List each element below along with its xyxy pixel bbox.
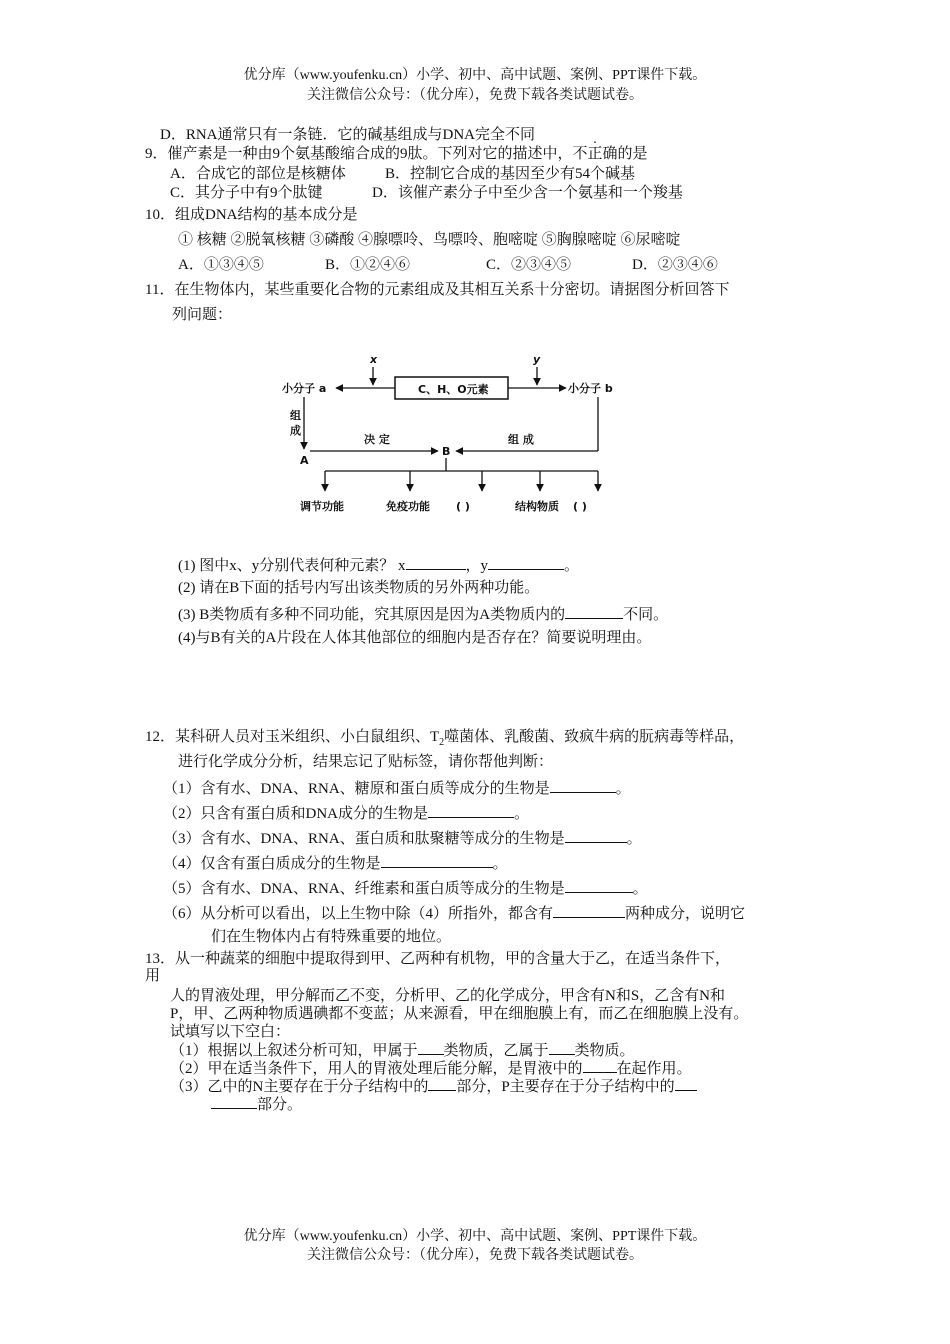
function-blank-1: ( ) [456,500,470,513]
q11-sub3-end: 不同。 [623,607,669,623]
q12-s2 [163,803,529,823]
q12-s4-blank[interactable] [381,853,493,868]
q12-s6-blank[interactable] [553,903,625,918]
q12-s1 [163,778,631,798]
function-regulation: 调节功能 [300,500,344,513]
q11-sub3 [178,604,668,624]
q9-stem-part1: 9．催产素是一种由9个氨基酸缩合成的9肽。下列对它的描述中， [145,146,573,162]
q12-stem-line2: 进行化学成分分析，结果忘记了贴标签，请你帮他判断： [178,754,554,770]
q13-line3: 人的胃液处理，甲分解而乙不变，分析甲、乙的化学成分，甲含有N和S，乙含有N和 [170,988,726,1004]
q13-s2-blank[interactable] [583,1058,617,1073]
q12-s2-blank[interactable] [428,803,514,818]
function-structure: 结构物质 [515,500,559,513]
q11-x-blank[interactable] [406,555,466,570]
q11-sub1-end: 。 [564,558,580,574]
q10-option-b: B．①②④⑥ [325,257,411,273]
q13-s3 [170,1076,697,1096]
footer-line-2: 关注微信公众号：（优分库），免费下载各类试题试卷。 [307,1248,643,1263]
A-label: A [300,454,309,467]
q9-stem [145,145,648,163]
q12-stem-part1: 12．某科研人员对玉米组织、小白鼠组织、T [145,729,440,745]
q12-s3-end: 。 [626,831,642,847]
q13-s3-blank2a[interactable] [675,1076,697,1091]
y-label: y [533,353,541,366]
q13-s1-text: （1）根据以上叙述分析可知，甲属于 [170,1043,418,1059]
compose-label-left-1: 组 [290,409,301,422]
q9-option-c: C．其分子中有9个肽键 [170,185,323,201]
q11-sub3-text: (3) B类物质有多种不同功能，究其原因是因为A类物质内的 [178,607,566,623]
q11-sub1 [178,555,579,575]
function-immunity: 免疫功能 [386,500,430,513]
q12-s1-end: 。 [615,781,631,797]
q12-s5-text: （5）含有水、DNA、RNA、纤维素和蛋白质等成分的生物是 [163,881,565,897]
q12-s2-text: （2）只含有蛋白质和DNA成分的生物是 [163,806,428,822]
q9-option-d: D．该催产素分子中至少含一个氨基和一个羧基 [372,185,683,201]
x-label: x [370,353,378,366]
footer-line-1: 优分库（www.youfenku.cn）小学、初中、高中试题、案例、PPT课件下载。 [243,1229,707,1244]
q13-line5: 试填写以下空白： [170,1024,291,1040]
q10-option-c: C．②③④⑤ [486,257,572,273]
q9-stem-part2: 的是 [617,146,648,162]
q12-s1-text: （1）含有水、DNA、RNA、糖原和蛋白质等成分的生物是 [163,781,550,797]
q12-s4 [163,853,508,873]
q13-line1: 13．从一种蔬菜的细胞中提取得到甲、乙两种有机物，甲的含量大于乙，在适当条件下， [145,951,731,967]
q13-line2: 用 [145,968,161,984]
q12-s4-end: 。 [492,856,508,872]
q12-s6-text: （6）从分析可以看出，以上生物中除（4）所指外，都含有 [163,906,554,922]
center-label: C、H、O元素 [418,383,489,396]
q13-s3-blank2b[interactable] [211,1094,257,1109]
q11-stem-line2: 列问题： [172,307,233,323]
q13-s3-text: （3）乙中的N主要存在于分子结构中的 [170,1079,429,1095]
q12-s6 [163,903,745,923]
q12-s5-blank[interactable] [565,878,633,893]
q13-s1-blank1[interactable] [418,1040,444,1055]
small-molecule-a: 小分子 a [282,382,327,395]
q13-s3-cont [211,1094,302,1114]
q12-s3-text: （3）含有水、DNA、RNA、蛋白质和肽聚糖等成分的生物是 [163,831,565,847]
q12-s1-blank[interactable] [550,778,616,793]
q13-s2-end: 在起作用。 [616,1061,692,1077]
q11-sub2: (2) 请在B下面的括号内写出该类物质的另外两种功能。 [178,580,540,596]
q10-stem: 10．组成DNA结构的基本成分是 [145,207,358,223]
q13-s1 [170,1040,635,1060]
q11-diagram [270,345,640,525]
header-line-1: 优分库（www.youfenku.cn）小学、初中、高中试题、案例、PPT课件下载。 [243,68,707,83]
q13-s1-end: 类物质。 [574,1043,635,1059]
q12-s6-text2: 两种成分，说明它 [625,906,746,922]
q12-s3 [163,828,642,848]
q12-stem-part2: 噬菌体、乳酸菌、致疯牛病的朊病毒等样品， [444,729,745,745]
q13-line4: P，甲、乙两种物质遇碘都不变蓝；从来源看，甲在细胞膜上有，而乙在细胞膜上没有。 [170,1006,749,1022]
q13-s1-blank2[interactable] [549,1040,575,1055]
q11-sub1-text: (1) 图中x、y分别代表何种元素？ x [178,558,406,574]
q13-s2-text: （2）甲在适当条件下，用人的胃液处理后能分解，是胃液中的 [170,1061,583,1077]
q12-s6-cont: 们在生物体内占有特殊重要的地位。 [211,929,452,945]
q12-stem-sub: 2 [439,737,445,748]
q12-s2-end: 。 [514,806,530,822]
compose-label-right: 组 成 [508,433,534,446]
q13-s3-text2: 部分，P主要存在于分子结构中的 [456,1079,675,1095]
q9-option-b: B．控制它合成的基因至少有54个碱基 [385,166,636,182]
q13-s3-end: 部分。 [257,1097,303,1113]
header-line-2: 关注微信公众号：（优分库），免费下载各类试题试卷。 [307,88,643,103]
q12-s5-end: 。 [632,881,648,897]
q8-option-d: D．RNA通常只有一条链．它的碱基组成与DNA完全不同 [160,127,536,143]
q10-option-a: A．①③④⑤ [178,257,264,273]
decide-label: 决 定 [364,433,390,446]
small-molecule-b: 小分子 b [568,382,613,395]
q11-sub4: (4)与B有关的A片段在人体其他部位的细胞内是否存在？简要说明理由。 [178,630,652,646]
q11-sub1-y: ，y [465,558,489,574]
q12-s5 [163,878,648,898]
q11-y-blank[interactable] [488,555,564,570]
compose-label-left-2: 成 [290,424,301,437]
q12-s3-blank[interactable] [565,828,627,843]
q12-s4-text: （4）仅含有蛋白质成分的生物是 [163,856,381,872]
q10-items: ① 核糖 ②脱氧核糖 ③磷酸 ④腺嘌呤、鸟嘌呤、胞嘧啶 ⑤胸腺嘧啶 ⑥尿嘧啶 [178,232,681,248]
q13-s2 [170,1058,692,1078]
q13-s3-blank1[interactable] [428,1076,456,1091]
q11-sub3-blank[interactable] [565,604,623,619]
q9-option-a: A．合成它的部位是核糖体 [170,166,346,182]
q9-stem-emphasis: 不正确 [572,146,618,162]
B-label: B [442,445,451,458]
q10-option-d: D．②③④⑥ [632,257,718,273]
q11-stem-line1: 11．在生物体内，某些重要化合物的元素组成及其相互关系十分密切。请据图分析回答下 [145,282,730,298]
function-blank-2: ( ) [573,500,587,513]
q13-s1-text2: 类物质，乙属于 [443,1043,549,1059]
q12-stem-line1 [145,728,744,749]
